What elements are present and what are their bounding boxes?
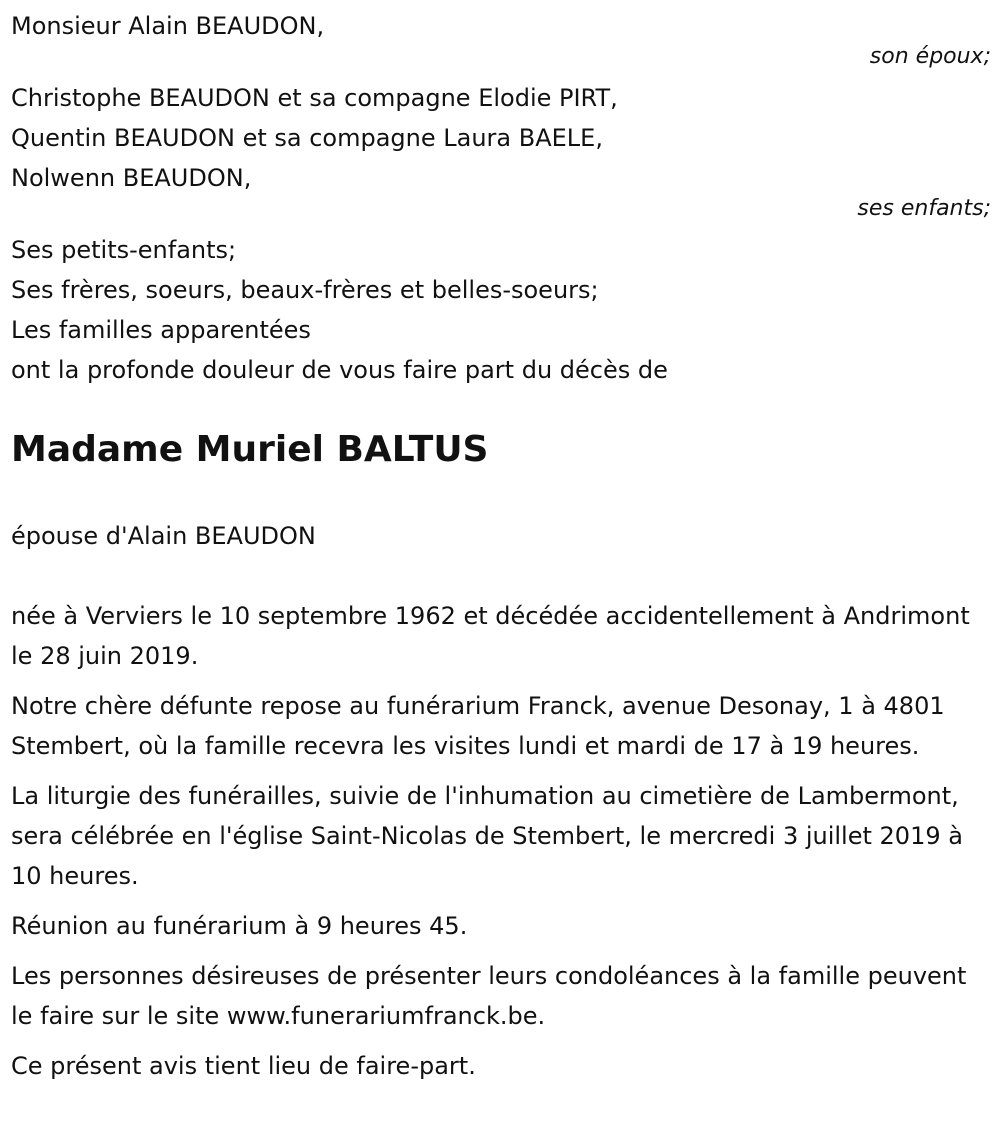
grandchildren-line: Ses petits-enfants;: [11, 236, 237, 264]
meeting-paragraph: Réunion au funérarium à 9 heures 45.: [11, 912, 468, 940]
spouse-role: son époux;: [869, 44, 991, 69]
condolences-paragraph: Les personnes désireuses de présenter leurs condoléances à la famille peuvent le faire sur le site www.funerariumfranck.be.: [11, 962, 967, 1030]
siblings-line: Ses frères, soeurs, beaux-frères et belles-soeurs;: [11, 276, 599, 304]
child-line-3: Nolwenn BEAUDON,: [11, 164, 252, 192]
announcement-line: ont la profonde douleur de vous faire part du décès de: [11, 356, 668, 384]
obituary-notice: [11, 6, 991, 1086]
deceased-name: Madame Muriel BALTUS: [11, 429, 489, 470]
funerarium-paragraph: Notre chère défunte repose au funérarium Franck, avenue Desonay, 1 à 4801 Stembert, où la famille recevra les visites lundi et mardi de 17 à 19 heures.: [11, 692, 945, 760]
children-role: ses enfants;: [857, 196, 991, 221]
child-line-1: Christophe BEAUDON et sa compagne Elodie PIRT,: [11, 84, 618, 112]
deceased-relation: épouse d'Alain BEAUDON: [11, 522, 316, 550]
liturgy-paragraph: La liturgie des funérailles, suivie de l'inhumation au cimetière de Lambermont, sera célébrée en l'église Saint-Nicolas de Stembert, le mercredi 3 juillet 2019 à 10 heures.: [11, 782, 963, 890]
child-line-2: Quentin BEAUDON et sa compagne Laura BAELE,: [11, 124, 603, 152]
birth-death-paragraph: née à Verviers le 10 septembre 1962 et décédée accidentellement à Andrimont le 28 juin 2019.: [11, 602, 970, 670]
notice-paragraph: Ce présent avis tient lieu de faire-part.: [11, 1052, 476, 1080]
spouse-line: Monsieur Alain BEAUDON,: [11, 12, 325, 40]
related-families-line: Les familles apparentées: [11, 316, 311, 344]
